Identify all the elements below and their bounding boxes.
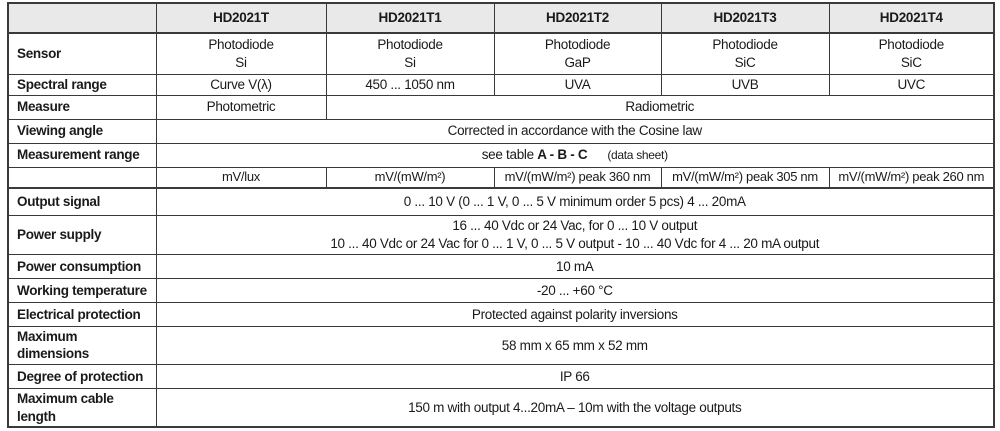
maximum-cable-length-cell: 150 m with output 4...20mA – 10m with the voltage outputs	[156, 389, 994, 428]
measurement-range-note: (data sheet)	[607, 148, 668, 163]
row-label-units	[8, 167, 156, 188]
sensor-type: Photodiode	[208, 36, 274, 52]
measure-photometric-cell: Photometric	[156, 95, 326, 119]
row-label-maximum-cable-length: Maximum cable length	[8, 389, 156, 428]
output-signal-row	[8, 188, 994, 215]
electrical-protection-cell: Protected against polarity inversions	[156, 302, 994, 326]
row-label-viewing-angle: Viewing angle	[8, 119, 156, 143]
spectral-range-row	[8, 74, 994, 95]
spectral-cell-t1: 450 ... 1050 nm	[326, 74, 494, 95]
viewing-angle-cell: Corrected in accordance with the Cosine law	[156, 119, 994, 143]
output-signal-cell: 0 ... 10 V (0 ... 1 V, 0 ... 5 V minimum order 5 pcs) 4 ... 20mA	[156, 188, 994, 215]
corner-cell	[8, 3, 156, 33]
units-cell-t2: mV/(mW/m²) peak 360 nm	[494, 167, 661, 188]
row-label-maximum-dimensions: Maximum dimensions	[8, 326, 156, 364]
power-supply-row	[8, 215, 994, 254]
sensor-material: SiC	[734, 54, 756, 70]
measurement-range-row	[8, 143, 994, 167]
spectral-cell-t4: UVC	[829, 74, 994, 95]
row-label-electrical-protection: Electrical protection	[8, 302, 156, 326]
sensor-cell-t3	[661, 33, 829, 74]
units-cell-t4: mV/(mW/m²) peak 260 nm	[829, 167, 994, 188]
electrical-protection-row	[8, 302, 994, 326]
maximum-dimensions-row	[8, 326, 994, 364]
sensor-type: Photodiode	[544, 36, 611, 52]
row-label-degree-of-protection: Degree of protection	[8, 365, 156, 389]
power-supply-cell	[156, 215, 994, 254]
sensor-material: GaP	[564, 54, 591, 70]
degree-of-protection-cell: IP 66	[156, 365, 994, 389]
spectral-cell-t3: UVB	[661, 74, 829, 95]
measure-row	[8, 95, 994, 119]
sensor-cell-t2	[494, 33, 661, 74]
model-header-hd2021t2: HD2021T2	[494, 3, 661, 33]
working-temperature-cell: -20 ... +60 °C	[156, 278, 994, 302]
model-header-hd2021t1: HD2021T1	[326, 3, 494, 33]
table-header-row	[8, 3, 994, 33]
sensor-material: Si	[235, 54, 247, 70]
measurement-range-cell	[156, 143, 994, 167]
row-label-output-signal: Output signal	[8, 188, 156, 215]
power-consumption-row	[8, 254, 994, 278]
working-temperature-row	[8, 278, 994, 302]
spectral-cell-t2: UVA	[494, 74, 661, 95]
measure-radiometric-cell: Radiometric	[326, 95, 994, 119]
degree-of-protection-row	[8, 365, 994, 389]
maximum-cable-length-row	[8, 389, 994, 428]
spectral-cell-t: Curve V(λ)	[156, 74, 326, 95]
units-cell-t1: mV/(mW/m²)	[326, 167, 494, 188]
sensor-type: Photodiode	[377, 36, 443, 52]
power-consumption-cell: 10 mA	[156, 254, 994, 278]
units-cell-t3: mV/(mW/m²) peak 305 nm	[661, 167, 829, 188]
row-label-power-supply: Power supply	[8, 215, 156, 254]
measurement-range-tables: A - B - C	[537, 147, 588, 163]
row-label-working-temperature: Working temperature	[8, 278, 156, 302]
sensor-cell-t4	[829, 33, 994, 74]
power-supply-line2: 10 ... 40 Vdc or 24 Vac for 0 ... 1 V, 0 ... 5 V output - 10 ... 40 Vdc for 4 ... 20 mA output	[330, 235, 820, 251]
sensor-type: Photodiode	[878, 36, 944, 52]
sensor-material: Si	[404, 54, 416, 70]
row-label-sensor: Sensor	[8, 33, 156, 74]
row-label-measurement-range: Measurement range	[8, 143, 156, 167]
model-header-hd2021t3: HD2021T3	[661, 3, 829, 33]
measurement-range-text: see table	[481, 147, 538, 163]
sensor-cell-t1	[326, 33, 494, 74]
row-label-measure: Measure	[8, 95, 156, 119]
sensor-spec-table	[7, 2, 995, 428]
sensor-row	[8, 33, 994, 74]
maximum-dimensions-cell: 58 mm x 65 mm x 52 mm	[156, 326, 994, 364]
model-header-hd2021t: HD2021T	[156, 3, 326, 33]
row-label-spectral-range: Spectral range	[8, 74, 156, 95]
units-row	[8, 167, 994, 188]
power-supply-line1: 16 ... 40 Vdc or 24 Vac, for 0 ... 10 V output	[452, 217, 698, 233]
sensor-type: Photodiode	[712, 36, 778, 52]
sensor-material: SiC	[900, 54, 922, 70]
row-label-power-consumption: Power consumption	[8, 254, 156, 278]
sensor-cell-t	[156, 33, 326, 74]
viewing-angle-row	[8, 119, 994, 143]
units-cell-t: mV/lux	[156, 167, 326, 188]
model-header-hd2021t4: HD2021T4	[829, 3, 994, 33]
